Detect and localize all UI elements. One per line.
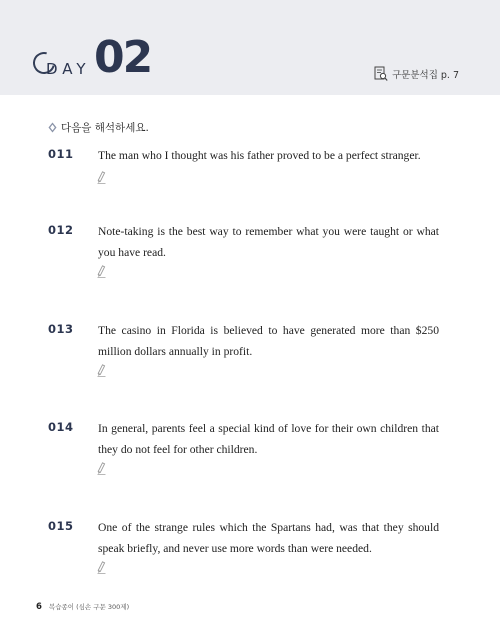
page-footer [36, 602, 129, 612]
item-number: 015 [48, 519, 74, 533]
book-title: 복습종이 (심손 구문 300제) [48, 603, 130, 611]
item-number: 014 [48, 420, 74, 434]
pencil-icon [97, 171, 106, 184]
item-sentence: In general, parents feel a special kind of love for their own children that they do not feel for other children. [98, 422, 439, 456]
day-number: 02 [94, 32, 152, 83]
reference-link[interactable] [374, 66, 459, 82]
item-number: 013 [48, 322, 74, 336]
pencil-icon [97, 462, 106, 475]
item-sentence: The man who I thought was his father proved to be a perfect stranger. [98, 149, 421, 162]
item-sentence: Note-taking is the best way to remember what you were taught or what you have read. [98, 225, 439, 259]
item-number: 011 [48, 147, 74, 161]
instruction [48, 120, 149, 135]
pencil-icon [97, 364, 106, 377]
diamond-bullet-icon [48, 122, 57, 133]
item-sentence: One of the strange rules which the Spartans had, was that they should speak briefly, and never use more words than were needed. [98, 521, 439, 555]
pencil-icon [97, 265, 106, 278]
item-sentence: The casino in Florida is believed to have generated more than $250 million dollars annually in profit. [98, 324, 439, 358]
magnifier-document-icon [374, 66, 388, 82]
item-number: 012 [48, 223, 74, 237]
pencil-icon [97, 561, 106, 574]
reference-text: 구문분석집 p. 7 [392, 70, 460, 81]
day-label: DAY [46, 60, 91, 78]
page-header [0, 0, 500, 95]
page-number: 6 [36, 602, 42, 612]
instruction-text: 다음을 해석하세요. [61, 122, 149, 134]
